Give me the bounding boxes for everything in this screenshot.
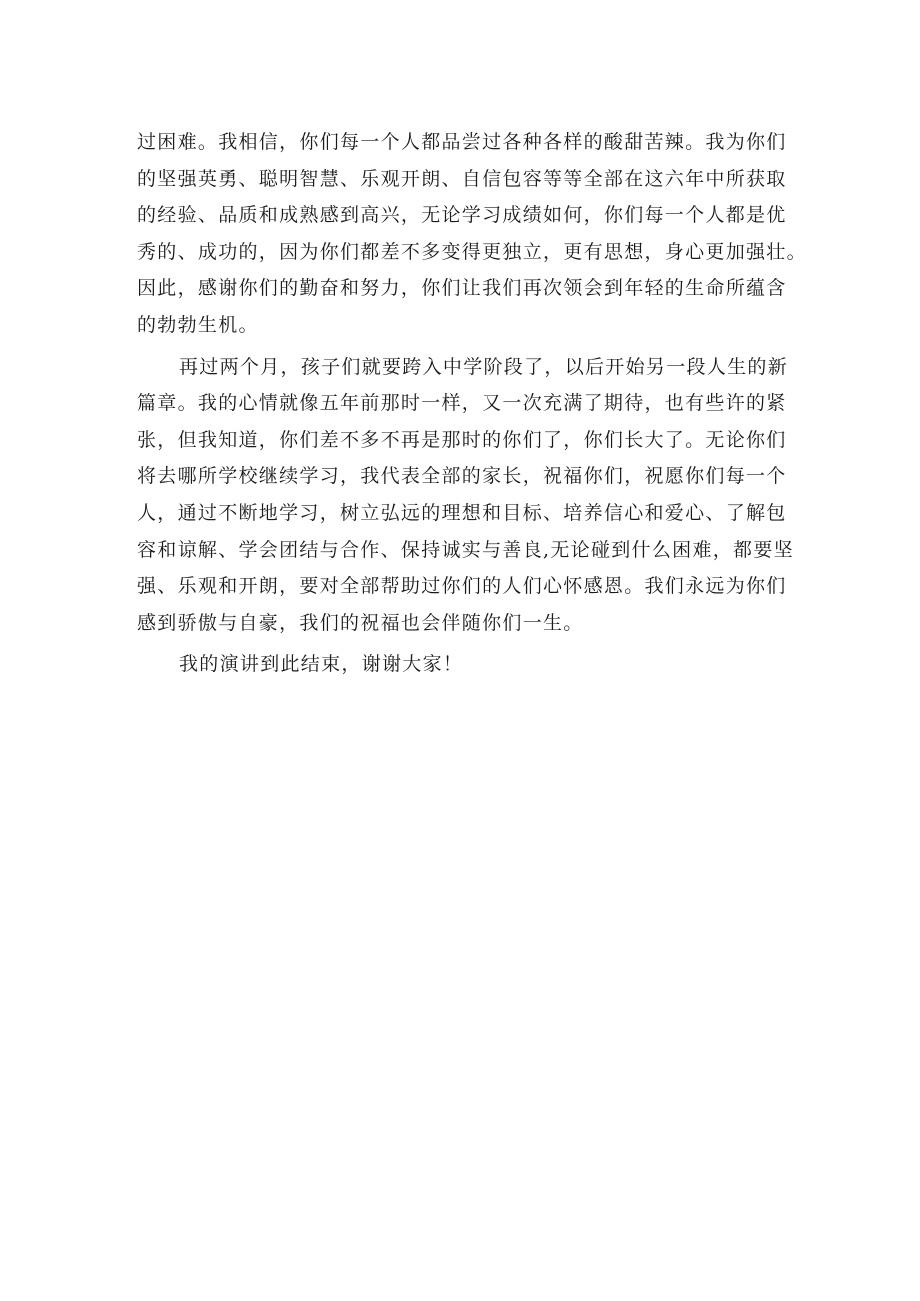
paragraph-3 [137,646,797,683]
text-line: 我的演讲到此结束，谢谢大家！ [179,653,464,676]
text-line: 因此，感谢你们的勤奋和努力，你们让我们再次领会到年轻的生命所蕴含 [137,277,787,300]
text-line: 容和谅解、学会团结与合作、保持诚实与善良,无论碰到什么困难，都要坚 [137,538,794,561]
text-line: 篇章。我的心情就像五年前那时一样，又一次充满了期待，也有些许的紧 [137,392,787,415]
text-line: 人，通过不断地学习，树立弘远的理想和目标、培养信心和爱心、了解包 [137,501,787,524]
text-line: 的经验、品质和成熟感到高兴，无论学习成绩如何，你们每一个人都是优 [137,204,787,227]
text-line: 的坚强英勇、聪明智慧、乐观开朗、自信包容等等全部在这六年中所获取 [137,167,787,190]
text-line: 过困难。我相信，你们每一个人都品尝过各种各样的酸甜苦辣。我为你们 [137,131,787,153]
text-line: 将去哪所学校继续学习，我代表全部的家长，祝福你们，祝愿你们每一个 [137,465,787,488]
text-line: 的勃勃生机。 [137,313,259,336]
text-line: 强、乐观和开朗，要对全部帮助过你们的人们心怀感恩。我们永远为你们 [137,575,787,598]
text-line: 秀的、成功的，因为你们都差不多变得更独立，更有思想，身心更加强壮。 [137,240,807,263]
text-line: 张，但我知道，你们差不多不再是那时的你们了，你们长大了。无论你们 [137,428,787,451]
text-line: 感到骄傲与自豪，我们的祝福也会伴随你们一生。 [137,611,584,634]
document-body [137,124,807,688]
text-line: 再过两个月，孩子们就要跨入中学阶段了，以后开始另一段人生的新 [179,355,789,378]
paragraph-1 [137,124,807,344]
paragraph-2 [137,349,797,642]
